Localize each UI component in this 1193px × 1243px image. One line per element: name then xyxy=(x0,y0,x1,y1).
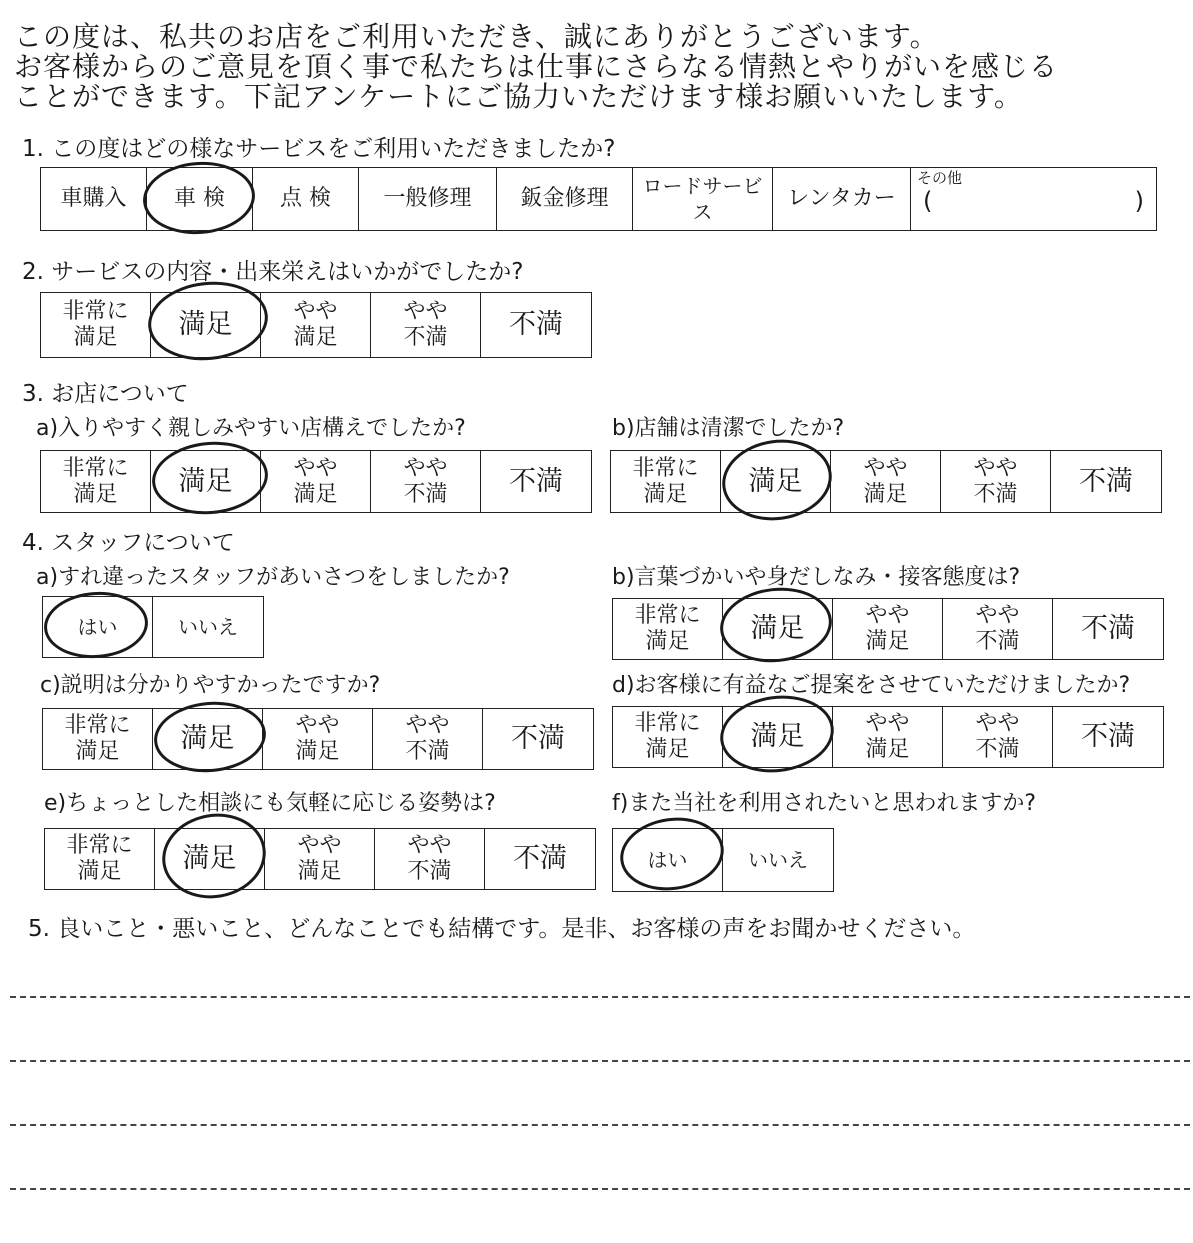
q2-option-somewhat-satisfied[interactable]: やや 満足 xyxy=(261,293,371,357)
q4a-label: a)すれ違ったスタッフがあいさつをしましたか? xyxy=(36,565,510,590)
q4b-option-satisfied[interactable]: 満足 xyxy=(723,599,833,659)
q4c-option-dissatisfied[interactable]: 不満 xyxy=(511,723,565,754)
q4e-option-very-satisfied[interactable]: 非常に 満足 xyxy=(45,829,155,889)
q3a-option-somewhat-satisfied[interactable]: やや 満足 xyxy=(261,451,371,512)
q3a-option-satisfied[interactable]: 満足 xyxy=(151,451,261,512)
q1-options xyxy=(40,167,1157,231)
answer-line-4[interactable] xyxy=(10,1188,1190,1190)
q3b-option-somewhat-satisfied[interactable]: やや 満足 xyxy=(831,451,941,512)
q4c-label: c)説明は分かりやすかったですか? xyxy=(40,673,381,698)
q4d-option-somewhat-satisfied[interactable]: やや 満足 xyxy=(833,707,943,767)
q4e-scale xyxy=(44,828,596,890)
q1-option-body-repair[interactable]: 鈑金修理 xyxy=(497,168,633,230)
intro-line-1: この度は、私共のお店をご利用いただき、誠にありがとうございます。 xyxy=(14,20,939,53)
q2-title: 2. サービスの内容・出来栄えはいかがでしたか? xyxy=(22,259,524,285)
q4c-option-somewhat-satisfied[interactable]: やや 満足 xyxy=(263,709,373,769)
q4b-option-very-satisfied[interactable]: 非常に 満足 xyxy=(613,599,723,659)
q3b-label: b)店舗は清潔でしたか? xyxy=(612,416,845,441)
q4b-option-somewhat-dissatisfied[interactable]: やや 不満 xyxy=(943,599,1053,659)
q2-scale xyxy=(40,292,592,358)
q4d-option-satisfied[interactable]: 満足 xyxy=(723,707,833,767)
q3b-option-satisfied[interactable]: 満足 xyxy=(721,451,831,512)
q3a-option-dissatisfied[interactable]: 不満 xyxy=(509,465,563,497)
q2-option-dissatisfied[interactable]: 不満 xyxy=(509,309,563,340)
q3a-option-very-satisfied[interactable]: 非常に 満足 xyxy=(41,451,151,512)
q4-title: 4. スタッフについて xyxy=(22,530,235,556)
q4f-label: f)また当社を利用されたいと思われますか? xyxy=(612,791,1037,816)
q4a-option-no[interactable]: いいえ xyxy=(178,615,238,639)
q1-option-rental-car[interactable]: レンタカー xyxy=(773,168,911,230)
q3a-scale xyxy=(40,450,592,513)
q4e-label: e)ちょっとした相談にも気軽に応じる姿勢は? xyxy=(44,791,496,816)
q2-option-very-satisfied[interactable]: 非常に 満足 xyxy=(41,293,151,357)
q4e-option-dissatisfied[interactable]: 不満 xyxy=(513,843,567,874)
q4d-scale xyxy=(612,706,1164,768)
q4c-option-somewhat-dissatisfied[interactable]: やや 不満 xyxy=(373,709,483,769)
q4b-label: b)言葉づかいや身だしなみ・接客態度は? xyxy=(612,565,1021,590)
q1-option-inspection[interactable]: 車 検 xyxy=(147,168,253,230)
answer-line-2[interactable] xyxy=(10,1060,1190,1062)
q4d-option-very-satisfied[interactable]: 非常に 満足 xyxy=(613,707,723,767)
q1-title: 1. この度はどの様なサービスをご利用いただきましたか? xyxy=(22,136,616,162)
q1-other-label: その他 xyxy=(917,169,963,187)
q4b-scale xyxy=(612,598,1164,660)
q4e-option-somewhat-dissatisfied[interactable]: やや 不満 xyxy=(375,829,485,889)
q2-option-somewhat-dissatisfied[interactable]: やや 不満 xyxy=(371,293,481,357)
q3b-option-somewhat-dissatisfied[interactable]: やや 不満 xyxy=(941,451,1051,512)
q3b-scale xyxy=(610,450,1162,513)
q1-other-field[interactable]: ( ) xyxy=(923,187,1144,215)
q4a-yesno xyxy=(42,596,264,658)
q4e-option-satisfied[interactable]: 満足 xyxy=(155,829,265,889)
q4f-option-no[interactable]: いいえ xyxy=(748,848,808,872)
q1-option-general-repair[interactable]: 一般修理 xyxy=(359,168,497,230)
q4d-option-somewhat-dissatisfied[interactable]: やや 不満 xyxy=(943,707,1053,767)
q3a-label: a)入りやすく親しみやすい店構えでしたか? xyxy=(36,416,466,441)
q3a-option-somewhat-dissatisfied[interactable]: やや 不満 xyxy=(371,451,481,512)
q4e-option-somewhat-satisfied[interactable]: やや 満足 xyxy=(265,829,375,889)
q1-option-car-purchase[interactable]: 車購入 xyxy=(41,168,147,230)
q3-title: 3. お店について xyxy=(22,381,189,407)
q1-option-check[interactable]: 点 検 xyxy=(253,168,359,230)
q2-option-satisfied[interactable]: 満足 xyxy=(151,293,261,357)
q1-option-other[interactable] xyxy=(911,168,1156,230)
q4c-option-very-satisfied[interactable]: 非常に 満足 xyxy=(43,709,153,769)
q4b-option-dissatisfied[interactable]: 不満 xyxy=(1081,613,1135,644)
q4c-scale xyxy=(42,708,594,770)
q1-option-road-service[interactable]: ロードサービス xyxy=(633,168,773,230)
intro-line-2: お客様からのご意見を頂く事で私たちは仕事にさらなる情熱とやりがいを感じる xyxy=(14,50,1059,83)
q4f-option-yes[interactable]: はい xyxy=(613,829,723,891)
q4d-label: d)お客様に有益なご提案をさせていただけましたか? xyxy=(612,673,1131,698)
q4d-option-dissatisfied[interactable]: 不満 xyxy=(1081,721,1135,752)
q5-title: 5. 良いこと・悪いこと、どんなことでも結構です。是非、お客様の声をお聞かせください。 xyxy=(28,916,976,942)
q4b-option-somewhat-satisfied[interactable]: やや 満足 xyxy=(833,599,943,659)
answer-line-1[interactable] xyxy=(10,996,1190,998)
q4a-option-yes[interactable]: はい xyxy=(43,597,153,657)
answer-line-3[interactable] xyxy=(10,1124,1190,1126)
q3b-option-dissatisfied[interactable]: 不満 xyxy=(1079,465,1133,497)
q3b-option-very-satisfied[interactable]: 非常に 満足 xyxy=(611,451,721,512)
intro-text xyxy=(14,22,1184,112)
intro-line-3: ことができます。下記アンケートにご協力いただけます様お願いいたします。 xyxy=(14,80,1023,113)
q4c-option-satisfied[interactable]: 満足 xyxy=(153,709,263,769)
q4f-yesno xyxy=(612,828,834,892)
